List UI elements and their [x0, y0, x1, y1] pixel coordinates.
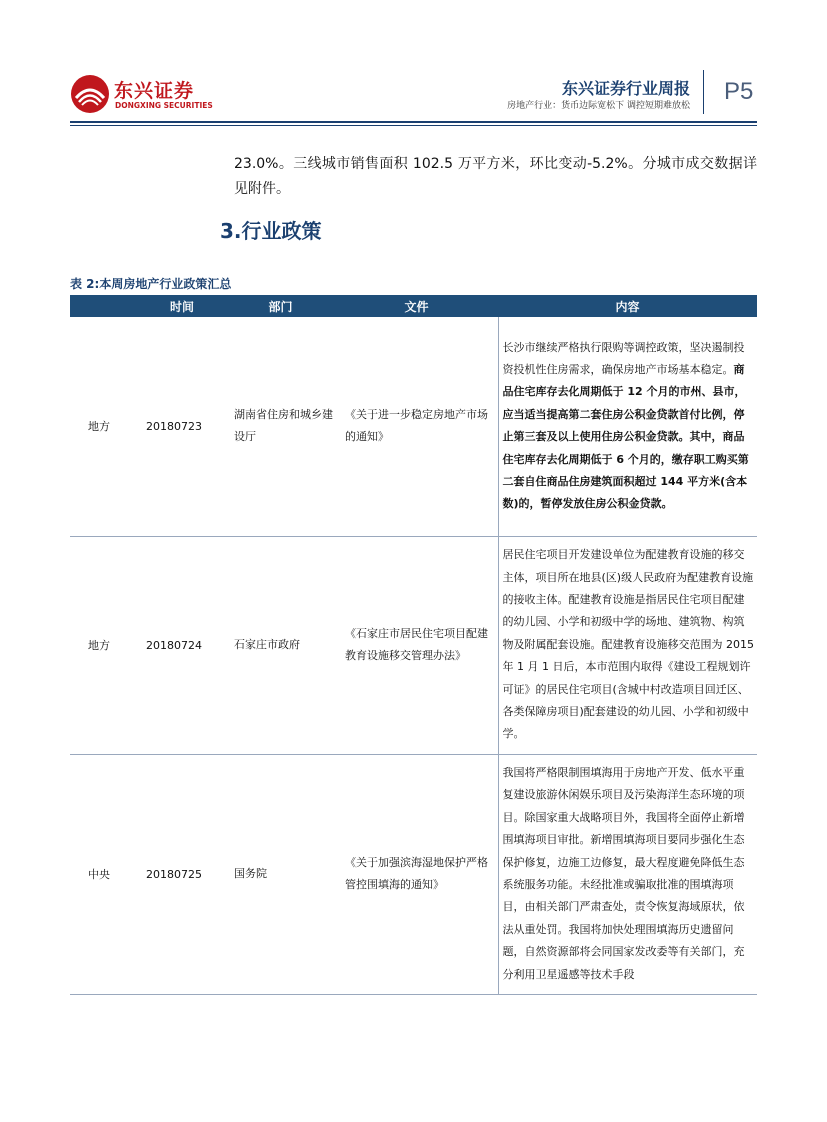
cell-department: 国务院: [226, 754, 335, 994]
content-text: 长沙市继续严格执行限购等调控政策，坚决遏制投资投机性住房需求，确保房地产市场基本稳定。: [502, 340, 745, 377]
cell-level: 地方: [70, 536, 138, 754]
cell-document: 《关于进一步稳定房地产市场的通知》: [335, 317, 498, 536]
company-logo: [70, 74, 213, 114]
dongxing-logo-icon: [70, 74, 110, 114]
cell-level: 地方: [70, 317, 138, 536]
cell-level: 中央: [70, 754, 138, 994]
cell-document: 《石家庄市居民住宅项目配建教育设施移交管理办法》: [335, 536, 498, 754]
table-row: [70, 317, 757, 536]
table-row: [70, 754, 757, 994]
policy-table: [70, 295, 757, 995]
header-content: 内容: [498, 295, 757, 317]
header-rule: [70, 121, 757, 123]
content-text: 我国将严格限制围填海用于房地产开发、低水平重复建设旅游休闲娱乐项目及污染海洋生态环境的项目。除国家重大战略项目外，我国将全面停止新增围填海项目审批。新增围填海项目要同步强化生态保护修复，边施工边修复，最大程度避免降低生态系统服务功能。未经批准或骗取批准的围填海项目，由相关部门严肃查处，责令恢复海域原状，依法从重处罚。我国将加快处理围填海历史遗留问题，自然资源部将会同国家发改委等有关部门，充分利用卫星遥感等技术手段: [502, 765, 745, 981]
cell-department: 湖南省住房和城乡建设厅: [226, 317, 335, 536]
table-header-row: [70, 295, 757, 317]
header-divider: [703, 70, 704, 114]
header-rule-thin: [70, 125, 757, 126]
body-paragraph: 23.0%。三线城市销售面积 102.5 万平方米，环比变动-5.2%。分城市成交数据详见附件。: [234, 156, 757, 197]
content-text: 居民住宅项目开发建设单位为配建教育设施的移交主体，项目所在地县(区)级人民政府为配建教育设施的接收主体。配建教育设施是指居民住宅项目配建的幼儿园、小学和初级中学的场地、建筑物、构筑物及附属配套设施。配建教育设施移交范围为 2015 年 1 月 1 日后，本市范围内取得《建设工程规划许可证》的居民住宅项目(含城中村改造项目回迁区、各类保障房项目)配套建设的幼儿园、小学和初级中学。: [502, 548, 754, 741]
report-subtitle: 房地产行业：货币边际宽松下 调控短期难放松: [507, 101, 690, 111]
header-department: 部门: [226, 295, 335, 317]
report-title: 东兴证券行业周报: [561, 79, 690, 98]
header-time: 时间: [138, 295, 226, 317]
cell-document: 《关于加强滨海湿地保护严格管控围填海的通知》: [335, 754, 498, 994]
table-caption: 表 2:本周房地产行业政策汇总: [70, 277, 232, 291]
logo-english-name: DONGXING SECURITIES: [115, 101, 213, 110]
cell-content: [498, 317, 757, 536]
logo-chinese-name: 东兴证券: [114, 80, 195, 102]
cell-content: [498, 754, 757, 994]
header-level: [70, 295, 138, 317]
section-title: 3.行业政策: [220, 219, 322, 243]
content-bold-text: 商品住宅库存去化周期低于 12 个月的市州、县市，应当适当提高第二套住房公积金贷款首付比例，停止第三套及以上使用住房公积金贷款。其中，商品住宅库存去化周期低于 6 个月的，缴存职工购买第二套自住商品住房建筑面积超过 144 平方米(含本数)的，暂停发放住房公积金贷款。: [502, 363, 749, 511]
table-row: [70, 536, 757, 754]
cell-date: 20180724: [138, 536, 226, 754]
cell-content: [498, 536, 757, 754]
page-number: P5: [724, 78, 754, 105]
cell-date: 20180723: [138, 317, 226, 536]
cell-department: 石家庄市政府: [226, 536, 335, 754]
header-document: 文件: [335, 295, 498, 317]
cell-date: 20180725: [138, 754, 226, 994]
